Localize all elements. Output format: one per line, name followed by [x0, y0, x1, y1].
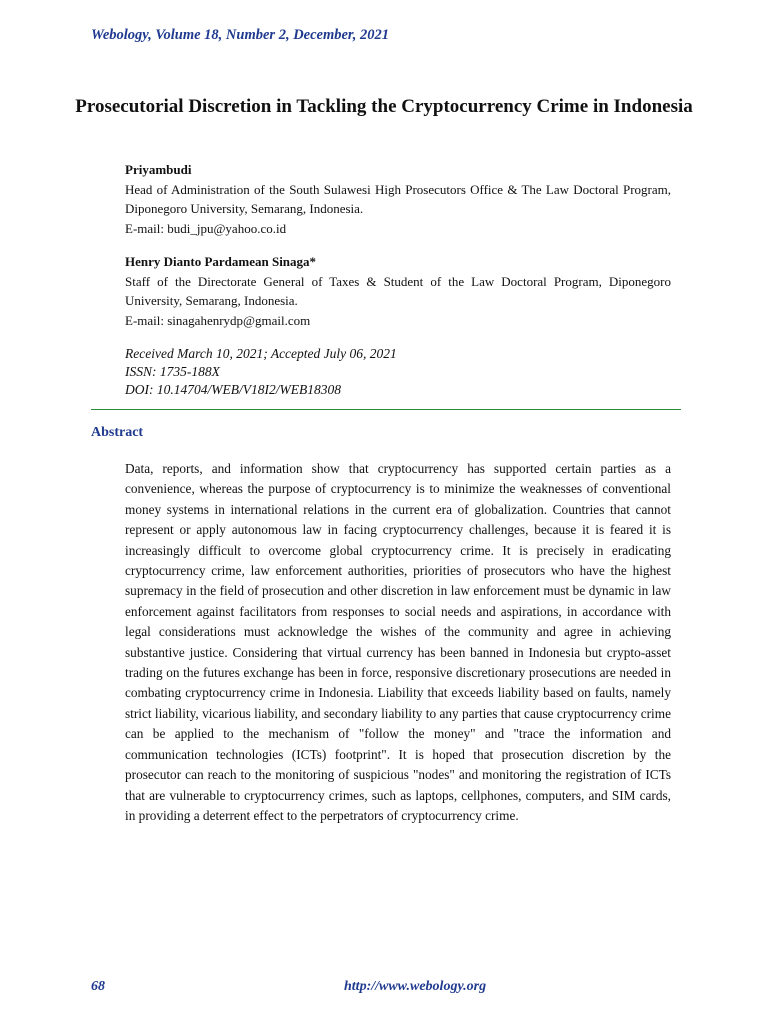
author-name: Henry Dianto Pardamean Sinaga*: [125, 254, 317, 269]
author-affiliation: Head of Administration of the South Sulawesi High Prosecutors Office & The Law Doctoral Program, Diponegoro University, Semarang, Indonesia.: [125, 181, 671, 216]
author-block: [125, 252, 671, 330]
section-divider: [91, 409, 681, 410]
doi: DOI: 10.14704/WEB/V18I2/WEB18308: [125, 382, 341, 397]
journal-header: Webology, Volume 18, Number 2, December, 2021: [91, 27, 390, 43]
author-email: E-mail: sinagahenrydp@gmail.com: [125, 312, 311, 328]
abstract-body: Data, reports, and information show that cryptocurrency has supported certain parties as a convenience, whereas the purpose of cryptocurrency is to minimize the weaknesses of conventional money systems in international relations in the current era of globalization. Countries that cannot represent or apply autonomous law in facing cryptocurrency challenges, because it is feared it is increasingly difficult to overcome global cryptocurrency crime. It is precisely in eradicating cryptocurrency crime, law enforcement authorities, priorities of prosecutors who have the highest supremacy in the field of prosecution and other discretion in law enforcement must be dynamic in law enforcement against facilitators from responses to social needs and aspirations, in accordance with legal considerations must acknowledge the wishes of the community and agree in achieving substantive justice. Considering that virtual currency has been banned in Indonesia but crypto-asset trading on the futures exchange has been in force, responsive discretionary prosecutions are needed in combating cryptocurrency crime in Indonesia. Liability that exceeds liability based on faults, namely strict liability, vicarious liability, and secondary liability to any parties that cause cryptocurrency crime can be applied to the mechanism of "follow the money" and "trace the information and communication technologies (ICTs) footprint". It is hoped that prosecution discretion by the prosecutor can reach to the monitoring of suspicious "nodes" and monitoring the registration of ICTs that are vulnerable to cryptocurrency crimes, such as laptops, cellphones, computers, and SIM cards, in providing a deterrent effect to the perpetrators of cryptocurrency crime.: [125, 461, 671, 823]
issn: ISSN: 1735-188X: [125, 364, 220, 379]
footer-url: http://www.webology.org: [344, 979, 487, 994]
article-meta: [125, 345, 397, 399]
author-name: Priyambudi: [125, 162, 192, 177]
author-email: E-mail: budi_jpu@yahoo.co.id: [125, 220, 287, 236]
author-affiliation: Staff of the Directorate General of Taxes & Student of the Law Doctoral Program, Diponegoro University, Semarang, Indonesia.: [125, 273, 671, 308]
received-accepted-dates: Received March 10, 2021; Accepted July 06, 2021: [125, 346, 397, 361]
paper-title: Prosecutorial Discretion in Tackling the Cryptocurrency Crime in Indonesia: [75, 96, 693, 117]
author-block: [125, 160, 671, 238]
abstract-heading: Abstract: [91, 425, 144, 440]
page-number: 68: [91, 979, 105, 994]
